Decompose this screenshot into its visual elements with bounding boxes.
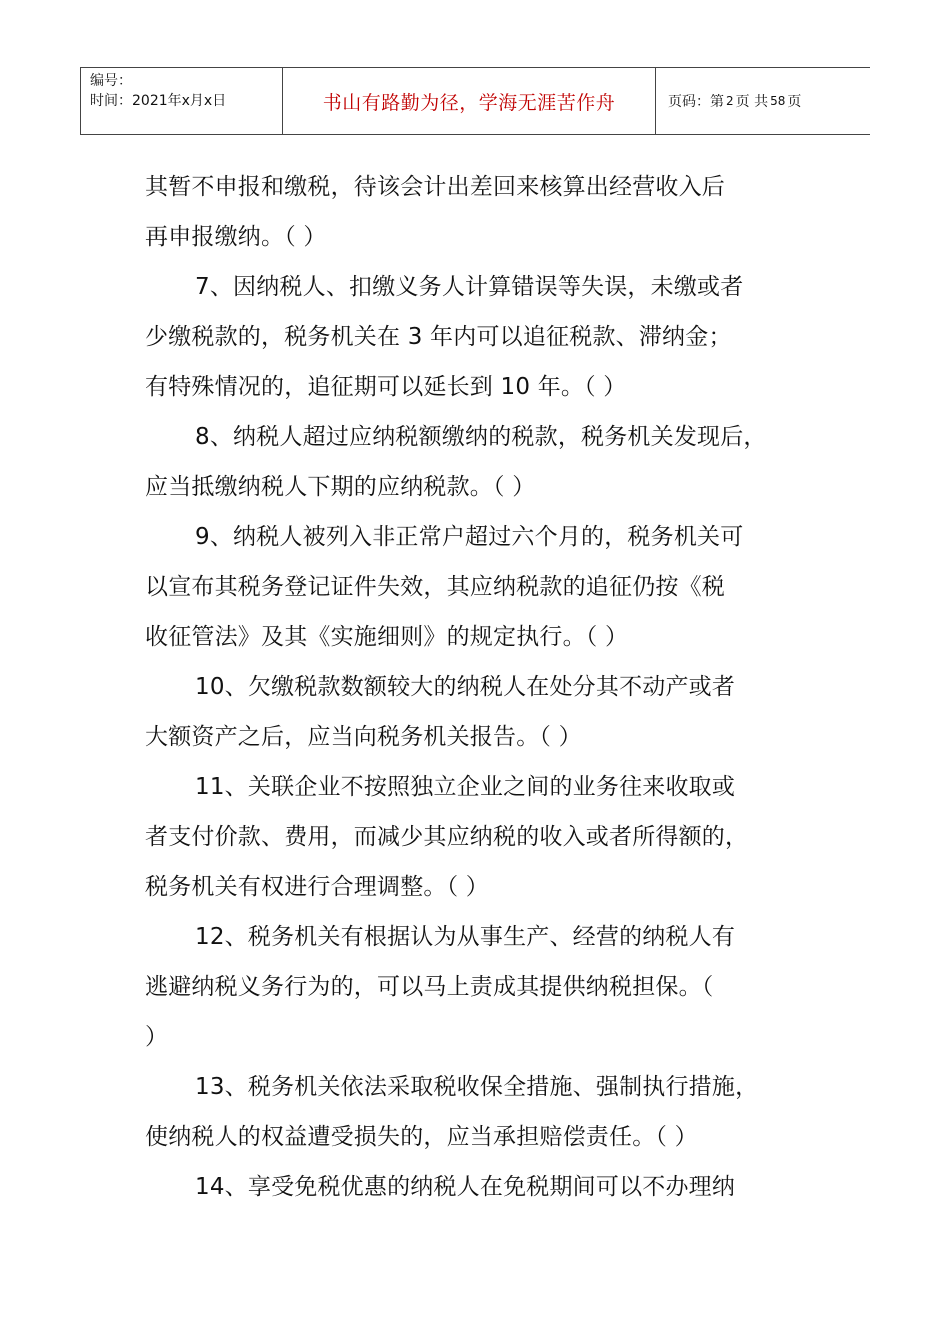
page-current: 2 <box>726 94 734 108</box>
text-line: 其暂不申报和缴税，待该会计出差回来核算出经营收入后 <box>145 174 725 200</box>
text-line: 有特殊情况的，追征期可以延长到 10 年。（ ） <box>145 374 627 400</box>
page-total: 58 <box>770 94 786 108</box>
text-line: 使纳税人的权益遭受损失的，应当承担赔偿责任。（ ） <box>145 1124 698 1150</box>
question-line: 8、纳税人超过应纳税额缴纳的税款，税务机关发现后， <box>195 424 767 450</box>
text-line: 少缴税款的，税务机关在 3 年内可以追征税款、滞纳金； <box>145 324 732 350</box>
text-line: ） <box>145 1024 169 1050</box>
page-header <box>80 67 870 135</box>
page-middle: 页 共 <box>735 94 769 110</box>
document-date-label: 时间：2021年x月x日 <box>90 93 227 109</box>
text-line: 税务机关有权进行合理调整。（ ） <box>145 874 490 900</box>
question-line: 10、欠缴税款数额较大的纳税人在处分其不动产或者 <box>195 674 736 700</box>
question-line: 7、因纳税人、扣缴义务人计算错误等失误，未缴或者 <box>195 274 744 300</box>
text-line: 大额资产之后，应当向税务机关报告。（ ） <box>145 724 582 750</box>
question-line: 9、纳税人被列入非正常户超过六个月的，税务机关可 <box>195 524 744 550</box>
header-motto: 书山有路勤为径，学海无涯苦作舟 <box>283 68 656 134</box>
question-line: 14、享受免税优惠的纳税人在免税期间可以不办理纳 <box>195 1174 736 1200</box>
question-line: 13、税务机关依法采取税收保全措施、强制执行措施， <box>195 1074 759 1100</box>
question-line: 12、税务机关有根据认为从事生产、经营的纳税人有 <box>195 924 736 950</box>
text-line: 收征管法》及其《实施细则》的规定执行。（ ） <box>145 624 629 650</box>
question-line: 11、关联企业不按照独立企业之间的业务往来收取或 <box>195 774 736 800</box>
text-line: 再申报缴纳。（ ） <box>145 224 327 250</box>
text-line: 逃避纳税义务行为的，可以马上责成其提供纳税担保。（ <box>145 974 714 1000</box>
page-suffix: 页 <box>787 94 802 110</box>
text-line: 应当抵缴纳税人下期的应纳税款。（ ） <box>145 474 536 500</box>
text-line: 以宣布其税务登记证件失效，其应纳税款的追征仍按《税 <box>145 574 725 600</box>
header-meta <box>81 68 283 134</box>
text-line: 者支付价款、费用，而减少其应纳税的收入或者所得额的， <box>145 824 749 850</box>
page-indicator <box>656 68 870 134</box>
page-prefix: 页码：第 <box>668 94 724 110</box>
document-number-label: 编号： <box>90 73 132 89</box>
